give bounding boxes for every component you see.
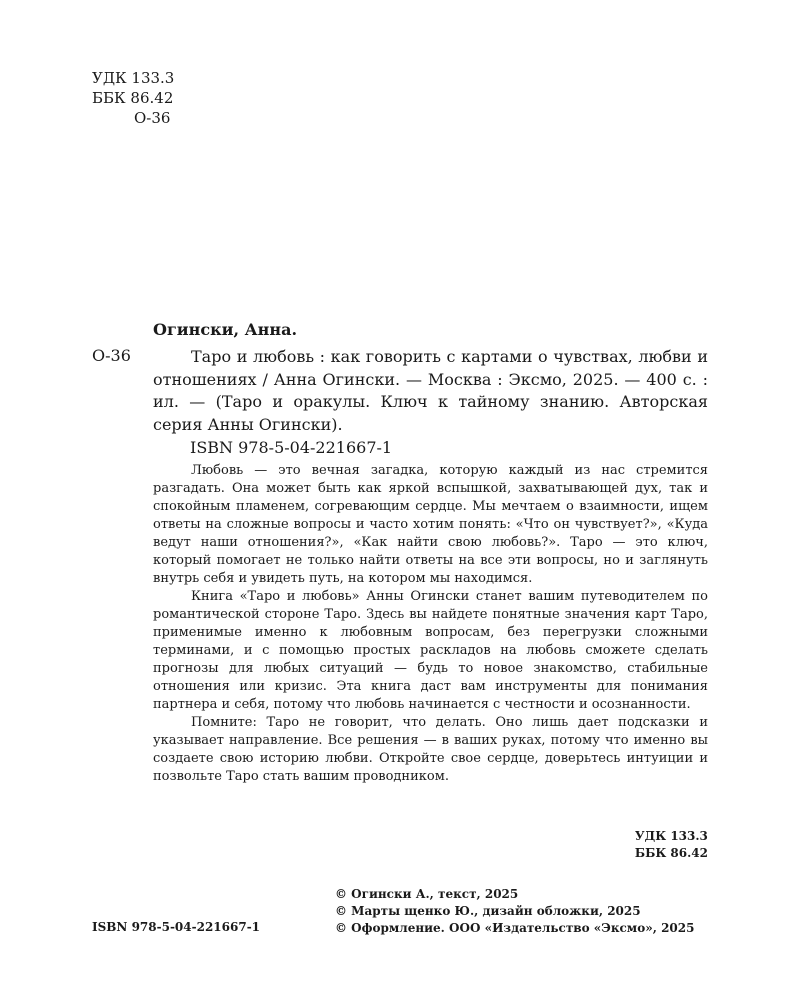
bibliographic-text: Таро и любовь : как говорить с картами о чувствах, любви и отношениях / Анна Огински. — Москва : Эксмо, 2025. — 400 с. : ил. — (Таро и оракулы. Ключ к тайному знанию. Авторская серия Анны Огински).	[153, 347, 708, 434]
bbk-code: ББК 86.42	[92, 89, 174, 107]
isbn-main: ISBN 978-5-04-221667-1	[190, 438, 393, 457]
udk-code: УДК 133.3	[92, 69, 175, 87]
annotation-paragraph-1: Любовь — это вечная загадка, которую каждый из нас стремится разгадать. Она может быть как яркой вспышкой, захватывающей дух, так и спокойным пламенем, согревающим сердце. Мы мечтаем о взаимности, ищем ответы на сложные вопросы и часто хотим понять: «Что он чувствует?», «Куда ведут наши отношения?», «Как найти свою любовь?». Таро — это ключ, который помогает не только найти ответы на все эти вопросы, но и заглянуть внутрь себя и увидеть путь, на котором мы находимся.	[153, 463, 708, 586]
author-sign-code: О-36	[134, 109, 171, 127]
copyright-text: © Огински А., текст, 2025	[335, 887, 519, 901]
isbn-footer: ISBN 978-5-04-221667-1	[92, 920, 261, 934]
bibliographic-description	[153, 346, 708, 436]
annotation	[153, 462, 708, 786]
bbk-code-bottom: ББК 86.42	[634, 846, 708, 860]
copyright-design: © Оформление. ООО «Издательство «Эксмо», 2025	[335, 921, 695, 935]
copyright-block	[335, 886, 694, 937]
annotation-paragraph-2: Книга «Таро и любовь» Анны Огински станет вашим путеводителем по романтической стороне Таро. Здесь вы найдете понятные значения карт Таро, применимые именно к любовным вопросам, без перегрузки сложными терминами, и с помощью простых раскладов на любовь сможете сделать прогнозы для любых ситуаций — будь то новое знакомство, стабильные отношения или кризис. Эта книга даст вам инструменты для понимания партнера и себя, потому что любовь начинается с честности и осознанности.	[153, 589, 708, 712]
classification-codes-top	[92, 68, 174, 128]
annotation-paragraph-3: Помните: Таро не говорит, что делать. Оно лишь дает подсказки и указывает направление. Все решения — в ваших руках, потому что именно вы создаете свою историю любви. Откройте свое сердце, доверьтесь интуиции и позвольте Таро стать вашим проводником.	[153, 715, 708, 784]
udk-code-bottom: УДК 133.3	[634, 829, 708, 843]
copyright-cover: © Марты щенко Ю., дизайн обложки, 2025	[335, 904, 641, 918]
catalog-author-sign: О-36	[92, 346, 131, 365]
classification-codes-bottom	[635, 828, 708, 862]
author-heading: Огински, Анна.	[153, 320, 298, 339]
